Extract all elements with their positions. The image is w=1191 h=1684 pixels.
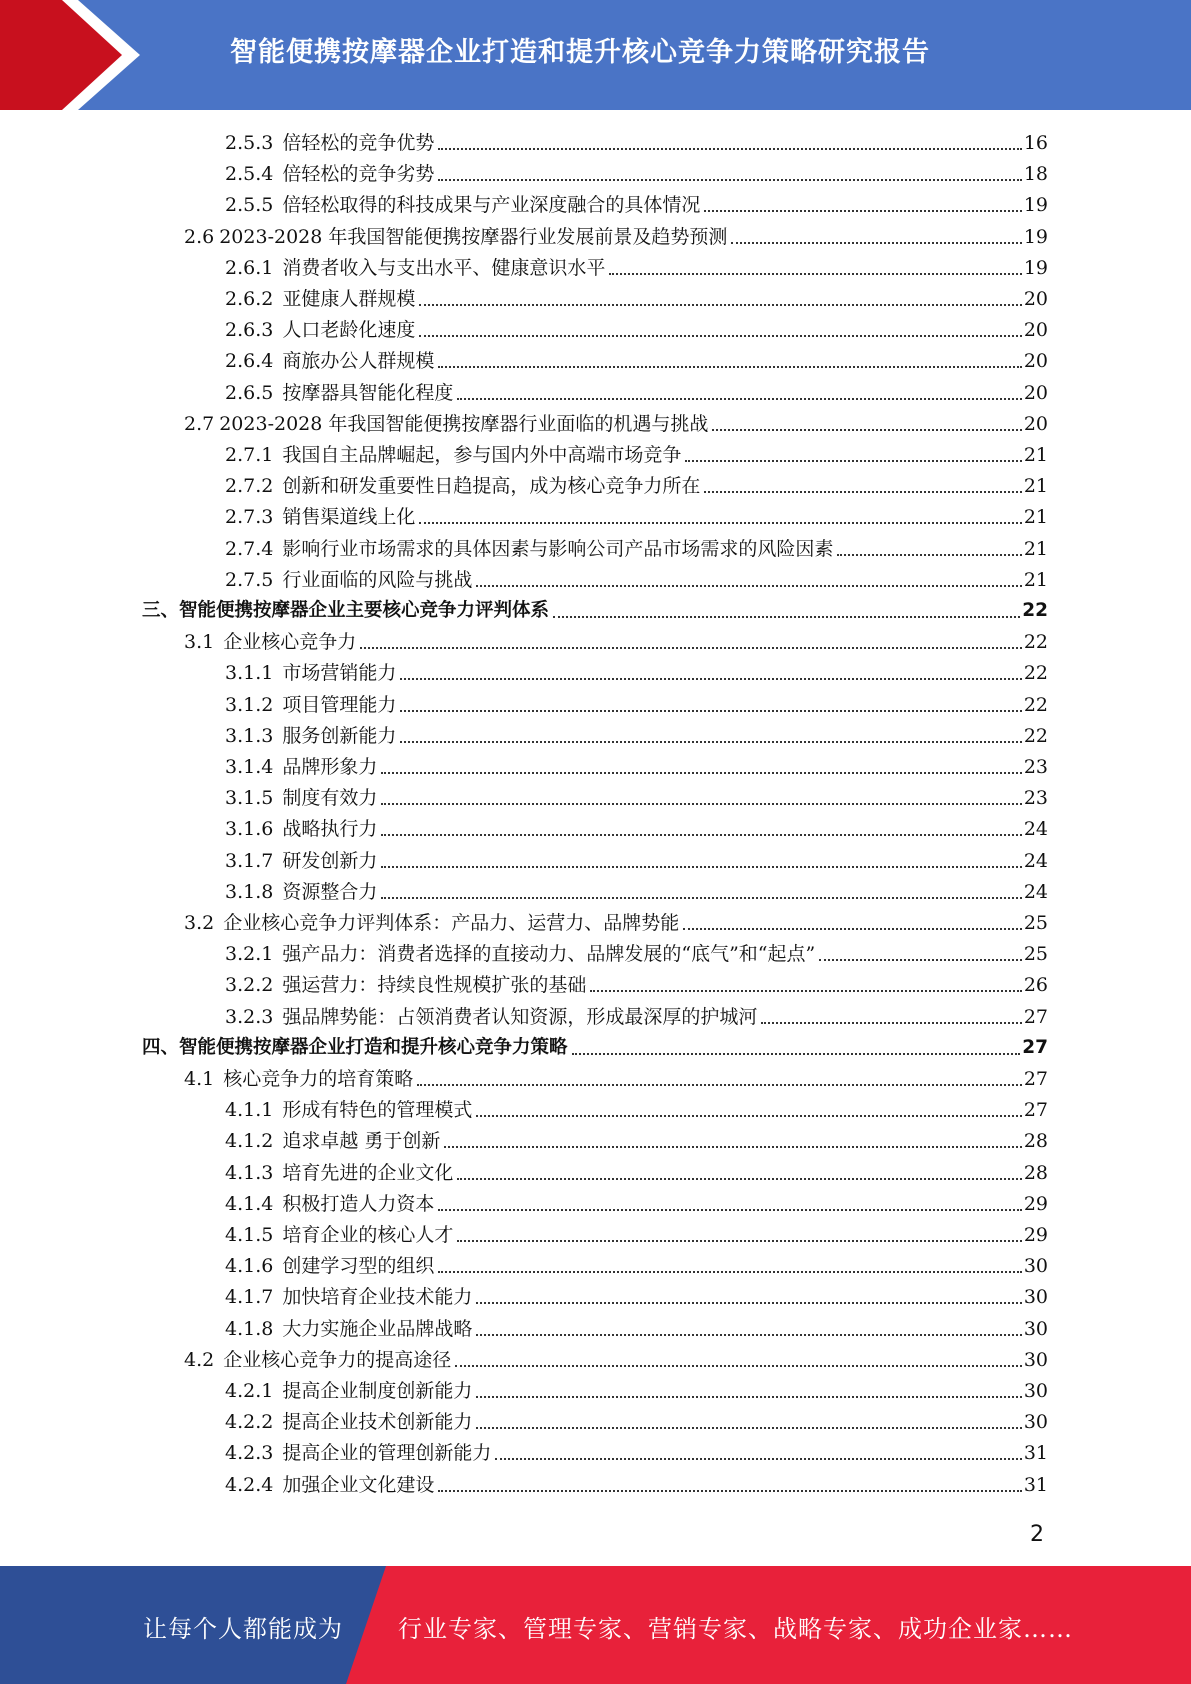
toc-entry-page: 22 <box>1023 631 1048 654</box>
toc-entry-title: 研发创新力 <box>282 849 378 872</box>
toc-entry-title: 资源整合力 <box>282 880 378 903</box>
toc-entry-title: 企业核心竞争力评判体系：产品力、运营力、品牌势能 <box>223 912 680 934</box>
toc-entry-page: 30 <box>1023 1380 1048 1402</box>
toc-dot-leader <box>837 553 1021 556</box>
toc-dot-leader <box>438 1270 1021 1273</box>
toc-entry[interactable] <box>225 1002 1048 1032</box>
toc-entry-title: 提高企业的管理创新能力 <box>282 1442 492 1465</box>
toc-entry[interactable] <box>225 1189 1048 1219</box>
toc-entry-page: 28 <box>1023 1161 1048 1184</box>
toc-entry-page: 22 <box>1022 600 1048 621</box>
toc-entry[interactable] <box>225 471 1048 501</box>
toc-entry-title: 培育先进的企业文化 <box>282 1161 454 1184</box>
toc-entry-page: 31 <box>1023 1442 1048 1465</box>
toc-entry-page: 25 <box>1023 912 1048 934</box>
toc-entry-page: 31 <box>1023 1473 1048 1496</box>
toc-entry-page: 20 <box>1023 350 1048 373</box>
toc-entry-title: 战略执行力 <box>282 818 378 841</box>
toc-entry-number: 4.1.8 <box>225 1317 274 1340</box>
toc-entry-number: 3.2.2 <box>225 974 274 997</box>
toc-entry-number: 3.1.8 <box>225 880 274 903</box>
toc-entry[interactable] <box>225 1376 1048 1406</box>
toc-entry[interactable] <box>225 1407 1048 1437</box>
toc-entry-page: 20 <box>1023 288 1048 310</box>
toc-dot-leader <box>457 397 1021 400</box>
toc-dot-leader <box>572 1052 1021 1055</box>
toc-entry-title: 影响行业市场需求的具体因素与影响公司产品市场需求的风险因素 <box>282 537 834 560</box>
toc-entry[interactable] <box>225 939 1048 969</box>
toc-entry-page: 20 <box>1023 381 1048 404</box>
toc-dot-leader <box>438 1489 1021 1492</box>
toc-entry-number: 2.6.1 <box>225 256 274 279</box>
toc-entry-title: 追求卓越 勇于创新 <box>282 1130 441 1153</box>
toc-entry-title: 形成有特色的管理模式 <box>282 1099 473 1122</box>
toc-entry-title: 强产品力：消费者选择的直接动力、品牌发展的“底气”和“起点” <box>282 943 816 966</box>
toc-entry[interactable] <box>225 877 1048 907</box>
toc-entry-number: 2.5.4 <box>225 163 274 186</box>
toc-entry-number: 4.1.6 <box>225 1255 274 1278</box>
toc-entry-page: 29 <box>1023 1224 1048 1246</box>
toc-dot-leader <box>761 1021 1021 1024</box>
toc-entry[interactable] <box>184 627 1048 657</box>
footer-slogan-right: 行业专家、管理专家、营销专家、战略专家、成功企业家…… <box>398 1615 1073 1643</box>
toc-dot-leader <box>438 178 1021 181</box>
toc-entry-number: 4.2.3 <box>225 1442 274 1465</box>
header-chevron-decoration <box>0 0 160 110</box>
toc-entry-number: 3.1.5 <box>225 787 274 810</box>
page-footer <box>0 1566 1191 1684</box>
toc-dot-leader <box>381 833 1021 836</box>
footer-slogan-left: 让每个人都能成为 <box>143 1615 343 1643</box>
toc-entry[interactable] <box>142 596 1048 626</box>
toc-entry[interactable] <box>225 721 1048 751</box>
toc-entry-number: 3.1.2 <box>225 693 274 716</box>
toc-entry-number: 4.2 <box>184 1348 215 1371</box>
toc-dot-leader <box>609 272 1021 275</box>
toc-entry[interactable] <box>225 1220 1048 1250</box>
toc-entry-title: 商旅办公人群规模 <box>282 350 435 373</box>
toc-entry-title: 倍轻松取得的科技成果与产业深度融合的具体情况 <box>282 194 701 217</box>
toc-entry-page: 20 <box>1023 412 1048 435</box>
toc-entry-title: 提高企业技术创新能力 <box>282 1411 473 1434</box>
toc-entry-page: 24 <box>1023 880 1048 903</box>
toc-entry[interactable] <box>225 159 1048 189</box>
toc-entry-number: 4.1 <box>184 1068 215 1090</box>
toc-dot-leader <box>444 1145 1021 1148</box>
toc-entry-page: 27 <box>1022 1036 1048 1058</box>
toc-entry-page: 20 <box>1023 319 1048 342</box>
toc-entry[interactable] <box>225 846 1048 876</box>
toc-entry-title: 2023-2028 年我国智能便携按摩器行业发展前景及趋势预测 <box>219 225 728 248</box>
toc-dot-leader <box>417 1083 1022 1086</box>
toc-entry-title: 行业面临的风险与挑战 <box>282 568 473 591</box>
toc-dot-leader <box>400 740 1021 743</box>
toc-entry-title: 企业核心竞争力 <box>223 631 357 654</box>
toc-entry-title: 按摩器具智能化程度 <box>282 381 454 404</box>
toc-entry-title: 大力实施企业品牌战略 <box>282 1317 473 1340</box>
toc-entry[interactable] <box>225 346 1048 376</box>
toc-entry-page: 28 <box>1023 1130 1048 1153</box>
toc-entry-title: 品牌形象力 <box>282 756 378 778</box>
toc-entry-title: 倍轻松的竞争劣势 <box>282 163 435 186</box>
toc-entry[interactable] <box>225 502 1048 532</box>
toc-entry-title: 服务创新能力 <box>282 724 397 747</box>
page-number: 2 <box>1030 1522 1044 1547</box>
toc-entry[interactable] <box>225 128 1048 158</box>
toc-entry-number: 4.1.2 <box>225 1130 274 1153</box>
toc-entry-title: 培育企业的核心人才 <box>282 1224 454 1246</box>
toc-entry-page: 21 <box>1023 444 1048 466</box>
toc-entry-title: 项目管理能力 <box>282 693 397 716</box>
toc-entry[interactable] <box>225 1314 1048 1344</box>
toc-entry-title: 倍轻松的竞争优势 <box>282 132 435 154</box>
toc-entry-number: 四、 <box>142 1036 180 1058</box>
toc-entry-title: 亚健康人群规模 <box>282 288 416 310</box>
toc-entry[interactable] <box>225 1095 1048 1125</box>
toc-entry-title: 市场营销能力 <box>282 662 397 685</box>
toc-entry-number: 4.1.3 <box>225 1161 274 1184</box>
toc-entry[interactable] <box>225 565 1048 595</box>
toc-entry[interactable] <box>225 1158 1048 1188</box>
toc-dot-leader <box>704 209 1021 212</box>
toc-entry-title: 销售渠道线上化 <box>282 506 416 529</box>
toc-entry[interactable] <box>225 284 1048 314</box>
toc-dot-leader <box>438 365 1021 368</box>
toc-dot-leader <box>731 241 1021 244</box>
toc-entry-number: 4.2.2 <box>225 1411 274 1434</box>
toc-entry-title: 智能便携按摩器企业主要核心竞争力评判体系 <box>179 600 550 621</box>
toc-entry[interactable] <box>225 814 1048 844</box>
toc-dot-leader <box>360 646 1022 649</box>
toc-dot-leader <box>476 1426 1021 1429</box>
toc-entry[interactable] <box>184 908 1048 938</box>
toc-entry-number: 2.5.3 <box>225 132 274 154</box>
toc-entry[interactable] <box>225 190 1048 220</box>
toc-entry-title: 制度有效力 <box>282 787 378 810</box>
toc-entry-page: 21 <box>1023 537 1048 560</box>
toc-entry-number: 2.7.5 <box>225 568 274 591</box>
toc-dot-leader <box>476 584 1021 587</box>
toc-entry-title: 人口老龄化速度 <box>282 319 416 342</box>
toc-dot-leader <box>685 459 1021 462</box>
toc-entry-number: 4.1.5 <box>225 1224 274 1246</box>
toc-entry-page: 27 <box>1023 1099 1048 1122</box>
toc-entry-page: 27 <box>1023 1068 1048 1090</box>
toc-dot-leader <box>476 1333 1021 1336</box>
toc-entry-page: 30 <box>1023 1348 1048 1371</box>
toc-entry-title: 加快培育企业技术能力 <box>282 1286 473 1309</box>
toc-dot-leader <box>704 490 1021 493</box>
toc-entry-number: 2.6.5 <box>225 381 274 404</box>
toc-entry-number: 3.2.3 <box>225 1005 274 1028</box>
toc-entry-page: 18 <box>1023 163 1048 186</box>
toc-dot-leader <box>553 615 1020 618</box>
toc-entry-number: 2.6.3 <box>225 319 274 342</box>
toc-entry[interactable] <box>184 409 1048 439</box>
toc-entry[interactable] <box>225 1126 1048 1156</box>
toc-dot-leader <box>457 1177 1021 1180</box>
toc-dot-leader <box>381 771 1021 774</box>
toc-entry[interactable] <box>142 1033 1048 1063</box>
toc-entry-number: 4.1.4 <box>225 1192 274 1215</box>
toc-entry-page: 21 <box>1023 475 1048 498</box>
toc-entry-page: 30 <box>1023 1286 1048 1309</box>
toc-dot-leader <box>712 428 1021 431</box>
toc-dot-leader <box>438 147 1021 150</box>
toc-entry-page: 22 <box>1023 662 1048 685</box>
toc-entry-number: 2.6.2 <box>225 288 274 310</box>
toc-entry-number: 3.2.1 <box>225 943 274 966</box>
toc-entry-page: 23 <box>1023 756 1048 778</box>
toc-entry-number: 3.1.4 <box>225 756 274 778</box>
toc-entry-number: 3.1.1 <box>225 662 274 685</box>
toc-entry-title: 企业核心竞争力的提高途径 <box>223 1348 452 1371</box>
toc-entry-title: 创新和研发重要性日趋提高，成为核心竞争力所在 <box>282 475 701 498</box>
toc-entry-number: 2.7 <box>184 412 215 435</box>
toc-entry-title: 消费者收入与支出水平、健康意识水平 <box>282 256 606 279</box>
toc-dot-leader <box>476 1395 1021 1398</box>
toc-entry[interactable] <box>225 315 1048 345</box>
toc-entry-title: 创建学习型的组织 <box>282 1255 435 1278</box>
toc-entry-page: 30 <box>1023 1317 1048 1340</box>
toc-entry-page: 22 <box>1023 724 1048 747</box>
toc-entry-page: 19 <box>1023 194 1048 217</box>
toc-entry-page: 25 <box>1023 943 1048 966</box>
toc-entry-number: 4.1.7 <box>225 1286 274 1309</box>
toc-entry-title: 强品牌势能：占领消费者认知资源，形成最深厚的护城河 <box>282 1005 758 1028</box>
toc-entry-number: 2.7.2 <box>225 475 274 498</box>
toc-dot-leader <box>476 1301 1021 1304</box>
toc-entry[interactable] <box>225 378 1048 408</box>
toc-dot-leader <box>381 865 1021 868</box>
toc-entry-number: 3.1 <box>184 631 215 654</box>
toc-entry-title: 强运营力：持续良性规模扩张的基础 <box>282 974 587 997</box>
toc-entry-number: 2.6.4 <box>225 350 274 373</box>
toc-entry-number: 2.5.5 <box>225 194 274 217</box>
toc-entry-page: 23 <box>1023 787 1048 810</box>
toc-entry-title: 智能便携按摩器企业打造和提升核心竞争力策略 <box>179 1036 568 1058</box>
toc-dot-leader <box>419 521 1021 524</box>
toc-entry-number: 3.1.3 <box>225 724 274 747</box>
toc-entry-number: 2.6 <box>184 225 215 248</box>
toc-entry-page: 16 <box>1023 132 1048 154</box>
toc-entry-number: 3.2 <box>184 912 215 934</box>
toc-entry[interactable] <box>225 1438 1048 1468</box>
toc-entry-page: 24 <box>1023 818 1048 841</box>
toc-dot-leader <box>590 989 1021 992</box>
toc-dot-leader <box>419 334 1021 337</box>
toc-entry-number: 2.7.1 <box>225 444 274 466</box>
toc-entry-number: 2.7.3 <box>225 506 274 529</box>
toc-entry-page: 21 <box>1023 568 1048 591</box>
toc-entry[interactable] <box>225 440 1048 470</box>
toc-dot-leader <box>381 802 1021 805</box>
toc-entry[interactable] <box>225 253 1048 283</box>
toc-entry-number: 三、 <box>142 600 180 621</box>
toc-entry-title: 提高企业制度创新能力 <box>282 1380 473 1402</box>
toc-entry-page: 27 <box>1023 1005 1048 1028</box>
toc-dot-leader <box>495 1457 1021 1460</box>
report-title: 智能便携按摩器企业打造和提升核心竞争力策略研究报告 <box>230 37 930 68</box>
toc-entry-page: 24 <box>1023 849 1048 872</box>
toc-dot-leader <box>438 1208 1021 1211</box>
toc-entry-number: 4.2.1 <box>225 1380 274 1402</box>
toc-entry-title: 积极打造人力资本 <box>282 1192 435 1215</box>
toc-entry-page: 26 <box>1023 974 1048 997</box>
toc-entry-number: 3.1.6 <box>225 818 274 841</box>
toc-entry-page: 30 <box>1023 1411 1048 1434</box>
toc-entry-number: 4.1.1 <box>225 1099 274 1122</box>
toc-entry[interactable] <box>225 1282 1048 1312</box>
toc-entry-number: 2.7.4 <box>225 537 274 560</box>
toc-dot-leader <box>819 958 1022 961</box>
toc-entry-title: 我国自主品牌崛起，参与国内外中高端市场竞争 <box>282 444 682 466</box>
toc-dot-leader <box>683 927 1022 930</box>
toc-entry[interactable] <box>225 1251 1048 1281</box>
toc-entry[interactable] <box>225 658 1048 688</box>
toc-entry[interactable] <box>225 1470 1048 1500</box>
toc-dot-leader <box>400 709 1021 712</box>
toc-entry-title: 加强企业文化建设 <box>282 1473 435 1496</box>
toc-entry[interactable] <box>225 783 1048 813</box>
toc-entry[interactable] <box>225 970 1048 1000</box>
toc-entry-page: 30 <box>1023 1255 1048 1278</box>
toc-entry[interactable] <box>184 1345 1048 1375</box>
toc-entry[interactable] <box>225 534 1048 564</box>
toc-entry-number: 3.1.7 <box>225 849 274 872</box>
toc-entry-page: 22 <box>1023 693 1048 716</box>
toc-entry-title: 2023-2028 年我国智能便携按摩器行业面临的机遇与挑战 <box>219 412 709 435</box>
page-header <box>0 0 1191 110</box>
toc-entry-page: 21 <box>1023 506 1048 529</box>
toc-entry[interactable] <box>225 752 1048 782</box>
toc-entry[interactable] <box>184 222 1048 252</box>
toc-entry-page: 29 <box>1023 1192 1048 1215</box>
toc-dot-leader <box>381 896 1021 899</box>
toc-entry-page: 19 <box>1023 225 1048 248</box>
toc-entry[interactable] <box>225 690 1048 720</box>
toc-entry-number: 4.2.4 <box>225 1473 274 1496</box>
toc-entry-page: 19 <box>1023 256 1048 279</box>
toc-dot-leader <box>455 1364 1022 1367</box>
toc-entry[interactable] <box>184 1064 1048 1094</box>
toc-entry-title: 核心竞争力的培育策略 <box>223 1068 414 1090</box>
toc-dot-leader <box>400 677 1021 680</box>
toc-dot-leader <box>476 1114 1021 1117</box>
toc-dot-leader <box>457 1239 1021 1242</box>
toc-dot-leader <box>419 303 1021 306</box>
